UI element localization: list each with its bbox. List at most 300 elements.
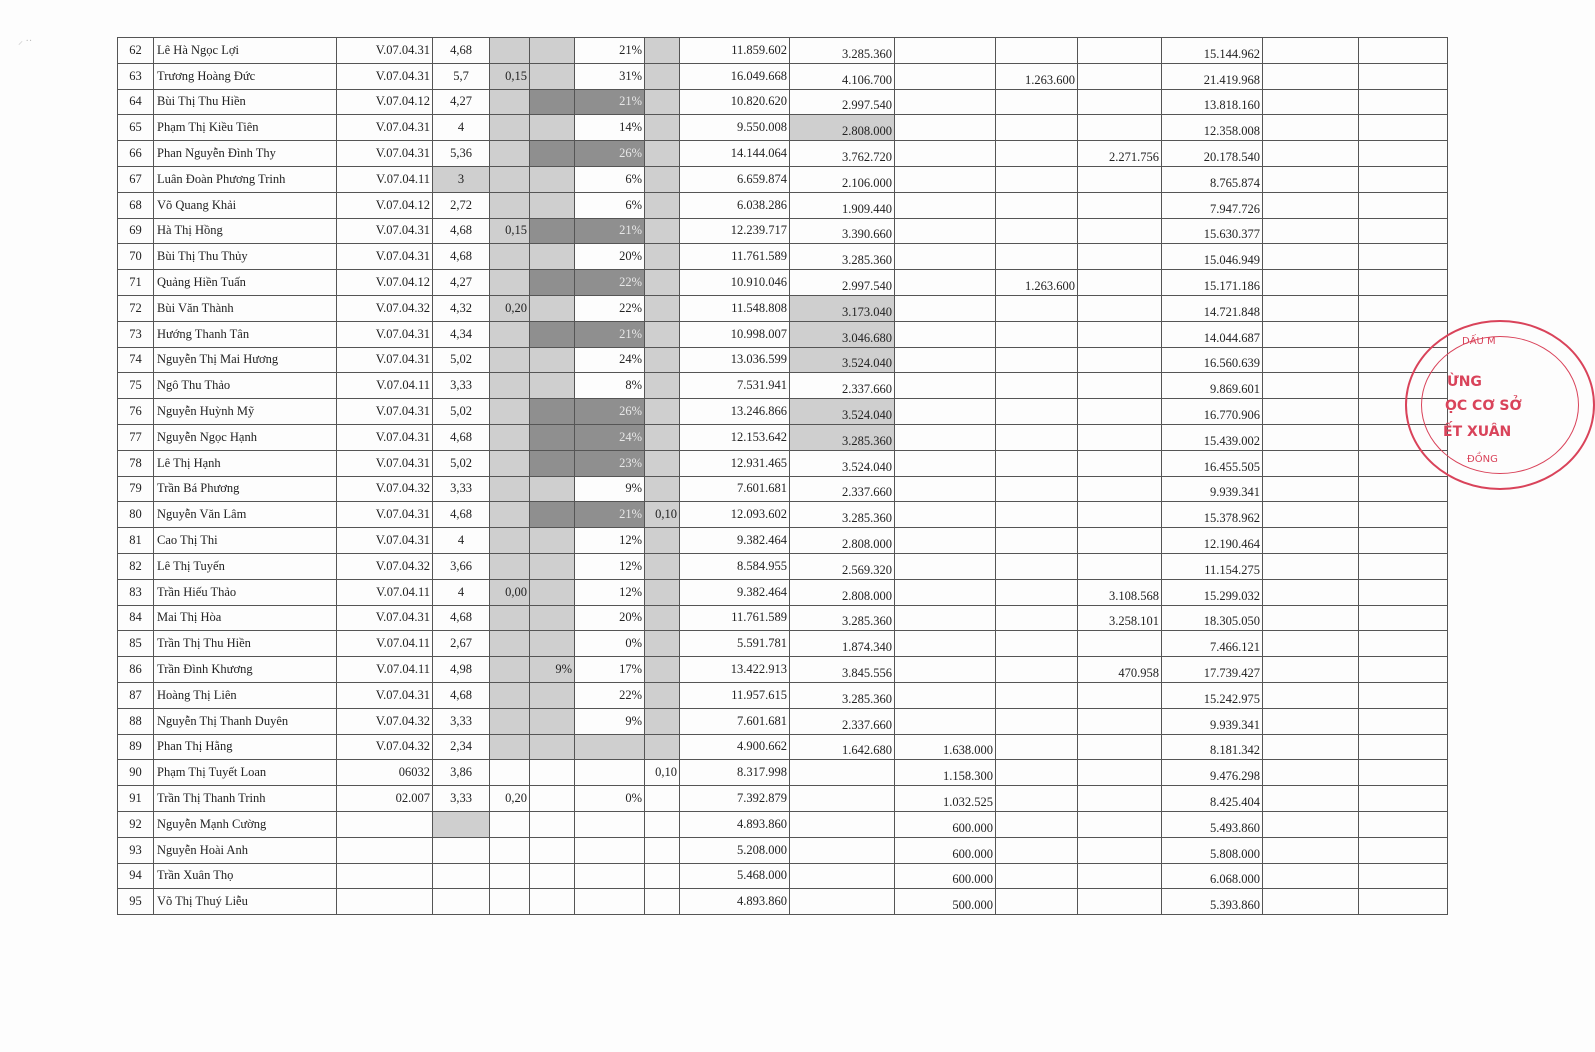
salary-coefficient-cell: 4,27 [433,89,490,115]
row-number-cell: 76 [118,399,154,425]
blank-cell [1263,373,1359,399]
responsibility-allowance-cell [996,889,1078,915]
total-amount-cell: 15.144.962 [1162,38,1263,64]
allowance-percent-cell [530,605,575,631]
salary-amount-cell: 9.382.464 [680,528,790,554]
table-row [118,244,1448,270]
allowance-percent-cell [530,373,575,399]
salary-coefficient-cell: 3 [433,166,490,192]
table-row [118,605,1448,631]
seniority-percent-cell: 24% [575,347,645,373]
allowance-amount-cell: 2.808.000 [790,579,895,605]
blank-cell [1359,63,1448,89]
row-number-cell: 94 [118,863,154,889]
table-row [118,424,1448,450]
responsibility-allowance-cell [996,166,1078,192]
table-row [118,38,1448,64]
employee-name-cell: Phạm Thị Kiều Tiên [154,115,337,141]
total-amount-cell: 7.466.121 [1162,631,1263,657]
additional-amount-cell [1078,476,1162,502]
blank-cell [1359,605,1448,631]
employee-name-cell: Nguyễn Văn Lâm [154,502,337,528]
blank-cell [1359,786,1448,812]
salary-coefficient-cell: 4,68 [433,682,490,708]
row-number-cell: 81 [118,528,154,554]
employee-name-cell: Hà Thị Hồng [154,218,337,244]
other-allowance-cell [895,605,996,631]
table-row [118,115,1448,141]
blank-cell [1263,811,1359,837]
other-allowance-cell [895,476,996,502]
seniority-percent-cell: 9% [575,476,645,502]
row-number-cell: 71 [118,270,154,296]
total-amount-cell: 5.808.000 [1162,837,1263,863]
blank-cell [1359,502,1448,528]
extra-coefficient-cell [645,657,680,683]
table-row [118,811,1448,837]
allowance-coefficient-cell [490,889,530,915]
employee-name-cell: Trương Hoàng Đức [154,63,337,89]
salary-coefficient-cell: 3,33 [433,373,490,399]
rank-code-cell: V.07.04.31 [337,347,433,373]
allowance-percent-cell [530,270,575,296]
extra-coefficient-cell [645,708,680,734]
salary-coefficient-cell: 5,02 [433,450,490,476]
total-amount-cell: 8.425.404 [1162,786,1263,812]
employee-name-cell: Trần Hiếu Thảo [154,579,337,605]
blank-cell [1359,734,1448,760]
additional-amount-cell [1078,270,1162,296]
responsibility-allowance-cell [996,528,1078,554]
salary-amount-cell: 9.382.464 [680,579,790,605]
total-amount-cell: 17.739.427 [1162,657,1263,683]
blank-cell [1359,115,1448,141]
row-number-cell: 65 [118,115,154,141]
blank-cell [1263,837,1359,863]
total-amount-cell: 8.181.342 [1162,734,1263,760]
salary-amount-cell: 8.317.998 [680,760,790,786]
row-number-cell: 78 [118,450,154,476]
salary-coefficient-cell: 5,7 [433,63,490,89]
allowance-percent-cell [530,631,575,657]
total-amount-cell: 21.419.968 [1162,63,1263,89]
total-amount-cell: 13.818.160 [1162,89,1263,115]
allowance-percent-cell [530,760,575,786]
total-amount-cell: 15.630.377 [1162,218,1263,244]
other-allowance-cell: 500.000 [895,889,996,915]
blank-cell [1359,141,1448,167]
allowance-coefficient-cell [490,450,530,476]
allowance-coefficient-cell [490,811,530,837]
allowance-amount-cell: 2.997.540 [790,270,895,296]
blank-cell [1263,399,1359,425]
blank-cell [1263,63,1359,89]
salary-coefficient-cell: 4 [433,115,490,141]
additional-amount-cell: 2.271.756 [1078,141,1162,167]
other-allowance-cell [895,115,996,141]
blank-cell [1359,760,1448,786]
additional-amount-cell [1078,373,1162,399]
extra-coefficient-cell [645,38,680,64]
table-row [118,141,1448,167]
salary-coefficient-cell: 5,02 [433,399,490,425]
allowance-amount-cell: 3.524.040 [790,347,895,373]
blank-cell [1359,811,1448,837]
extra-coefficient-cell [645,270,680,296]
table-row [118,553,1448,579]
seal-text-line: ỪNG [1447,374,1482,390]
extra-coefficient-cell [645,115,680,141]
salary-coefficient-cell: 4,68 [433,218,490,244]
blank-cell [1359,89,1448,115]
table-row [118,218,1448,244]
salary-amount-cell: 12.153.642 [680,424,790,450]
row-number-cell: 83 [118,579,154,605]
salary-amount-cell: 7.531.941 [680,373,790,399]
allowance-amount-cell [790,760,895,786]
rank-code-cell: V.07.04.11 [337,631,433,657]
employee-name-cell: Bùi Văn Thành [154,295,337,321]
responsibility-allowance-cell [996,786,1078,812]
blank-cell [1263,579,1359,605]
total-amount-cell: 5.493.860 [1162,811,1263,837]
blank-cell [1263,760,1359,786]
employee-name-cell: Nguyễn Huỳnh Mỹ [154,399,337,425]
total-amount-cell: 11.154.275 [1162,553,1263,579]
allowance-amount-cell: 2.997.540 [790,89,895,115]
additional-amount-cell [1078,811,1162,837]
seniority-percent-cell: 26% [575,399,645,425]
table-row [118,347,1448,373]
salary-amount-cell: 13.422.913 [680,657,790,683]
other-allowance-cell: 1.158.300 [895,760,996,786]
allowance-percent-cell [530,786,575,812]
table-row [118,863,1448,889]
row-number-cell: 68 [118,192,154,218]
blank-cell [1263,708,1359,734]
total-amount-cell: 15.242.975 [1162,682,1263,708]
additional-amount-cell [1078,450,1162,476]
other-allowance-cell: 600.000 [895,837,996,863]
employee-name-cell: Bùi Thị Thu Thủy [154,244,337,270]
additional-amount-cell: 3.108.568 [1078,579,1162,605]
additional-amount-cell [1078,863,1162,889]
allowance-amount-cell: 1.909.440 [790,192,895,218]
seniority-percent-cell: 6% [575,166,645,192]
seal-text-line: DẤU M [1462,336,1496,347]
row-number-cell: 69 [118,218,154,244]
blank-cell [1263,786,1359,812]
row-number-cell: 87 [118,682,154,708]
total-amount-cell: 15.171.186 [1162,270,1263,296]
salary-coefficient-cell: 2,67 [433,631,490,657]
other-allowance-cell [895,166,996,192]
employee-name-cell: Phan Nguyễn Đình Thy [154,141,337,167]
blank-cell [1359,244,1448,270]
allowance-amount-cell: 3.390.660 [790,218,895,244]
allowance-coefficient-cell [490,373,530,399]
rank-code-cell: V.07.04.12 [337,89,433,115]
salary-coefficient-cell: 4 [433,528,490,554]
other-allowance-cell [895,347,996,373]
total-amount-cell: 18.305.050 [1162,605,1263,631]
other-allowance-cell [895,553,996,579]
blank-cell [1359,528,1448,554]
allowance-percent-cell [530,115,575,141]
allowance-amount-cell: 2.808.000 [790,115,895,141]
seniority-percent-cell: 0% [575,786,645,812]
blank-cell [1263,424,1359,450]
salary-coefficient-cell: 3,86 [433,760,490,786]
table-row [118,708,1448,734]
blank-cell [1263,631,1359,657]
allowance-amount-cell: 3.285.360 [790,244,895,270]
rank-code-cell: 06032 [337,760,433,786]
row-number-cell: 64 [118,89,154,115]
rank-code-cell: V.07.04.31 [337,450,433,476]
seniority-percent-cell: 9% [575,708,645,734]
row-number-cell: 92 [118,811,154,837]
table-row [118,295,1448,321]
blank-cell [1263,295,1359,321]
responsibility-allowance-cell [996,89,1078,115]
extra-coefficient-cell [645,734,680,760]
total-amount-cell: 20.178.540 [1162,141,1263,167]
allowance-coefficient-cell [490,270,530,296]
additional-amount-cell [1078,63,1162,89]
employee-name-cell: Lê Hà Ngọc Lợi [154,38,337,64]
extra-coefficient-cell [645,373,680,399]
other-allowance-cell: 1.032.525 [895,786,996,812]
salary-table [117,37,1448,915]
allowance-percent-cell [530,295,575,321]
seniority-percent-cell [575,811,645,837]
additional-amount-cell [1078,192,1162,218]
employee-name-cell: Cao Thị Thi [154,528,337,554]
row-number-cell: 95 [118,889,154,915]
salary-amount-cell: 12.239.717 [680,218,790,244]
salary-amount-cell: 7.601.681 [680,476,790,502]
total-amount-cell: 12.190.464 [1162,528,1263,554]
allowance-coefficient-cell [490,863,530,889]
table-row [118,734,1448,760]
row-number-cell: 74 [118,347,154,373]
allowance-coefficient-cell [490,528,530,554]
salary-amount-cell: 16.049.668 [680,63,790,89]
other-allowance-cell [895,270,996,296]
salary-coefficient-cell: 5,36 [433,141,490,167]
rank-code-cell: V.07.04.31 [337,141,433,167]
additional-amount-cell [1078,528,1162,554]
salary-amount-cell: 14.144.064 [680,141,790,167]
rank-code-cell: V.07.04.11 [337,657,433,683]
salary-coefficient-cell: 4,98 [433,657,490,683]
seniority-percent-cell: 0% [575,631,645,657]
row-number-cell: 80 [118,502,154,528]
rank-code-cell: V.07.04.31 [337,399,433,425]
row-number-cell: 77 [118,424,154,450]
allowance-coefficient-cell [490,708,530,734]
seniority-percent-cell: 21% [575,89,645,115]
blank-cell [1263,89,1359,115]
allowance-percent-cell [530,837,575,863]
allowance-coefficient-cell [490,734,530,760]
table-row [118,321,1448,347]
employee-name-cell: Phan Thị Hằng [154,734,337,760]
allowance-coefficient-cell [490,166,530,192]
table-row [118,166,1448,192]
rank-code-cell: V.07.04.32 [337,295,433,321]
extra-coefficient-cell [645,837,680,863]
salary-amount-cell: 13.246.866 [680,399,790,425]
seniority-percent-cell: 21% [575,321,645,347]
total-amount-cell: 15.046.949 [1162,244,1263,270]
allowance-coefficient-cell: 0,15 [490,63,530,89]
allowance-coefficient-cell: 0,15 [490,218,530,244]
allowance-coefficient-cell [490,192,530,218]
blank-cell [1263,889,1359,915]
allowance-percent-cell [530,244,575,270]
responsibility-allowance-cell [996,631,1078,657]
employee-name-cell: Phạm Thị Tuyết Loan [154,760,337,786]
responsibility-allowance-cell [996,38,1078,64]
seniority-percent-cell: 22% [575,682,645,708]
additional-amount-cell [1078,760,1162,786]
salary-amount-cell: 11.761.589 [680,605,790,631]
extra-coefficient-cell [645,863,680,889]
salary-coefficient-cell: 4,68 [433,244,490,270]
rank-code-cell: V.07.04.11 [337,579,433,605]
blank-cell [1263,166,1359,192]
allowance-amount-cell: 4.106.700 [790,63,895,89]
table-row [118,657,1448,683]
allowance-amount-cell: 2.808.000 [790,528,895,554]
rank-code-cell: V.07.04.32 [337,553,433,579]
extra-coefficient-cell [645,63,680,89]
other-allowance-cell [895,244,996,270]
additional-amount-cell [1078,399,1162,425]
row-number-cell: 85 [118,631,154,657]
extra-coefficient-cell [645,192,680,218]
seal-text-line: ẾT XUÂN [1443,424,1512,440]
rank-code-cell: V.07.04.12 [337,270,433,296]
employee-name-cell: Nguyễn Ngọc Hạnh [154,424,337,450]
additional-amount-cell [1078,837,1162,863]
scan-mark: ⸝ ·· [18,36,33,47]
seniority-percent-cell: 20% [575,605,645,631]
other-allowance-cell [895,708,996,734]
employee-name-cell: Luân Đoàn Phương Trinh [154,166,337,192]
additional-amount-cell [1078,631,1162,657]
allowance-coefficient-cell: 0,20 [490,786,530,812]
salary-coefficient-cell: 4,32 [433,295,490,321]
allowance-amount-cell: 3.173.040 [790,295,895,321]
salary-coefficient-cell [433,837,490,863]
employee-name-cell: Nguyễn Mạnh Cường [154,811,337,837]
responsibility-allowance-cell [996,553,1078,579]
table-row [118,476,1448,502]
employee-name-cell: Trần Thị Thanh Trinh [154,786,337,812]
salary-coefficient-cell: 3,33 [433,786,490,812]
seniority-percent-cell: 21% [575,38,645,64]
blank-cell [1359,38,1448,64]
other-allowance-cell [895,295,996,321]
salary-amount-cell: 6.038.286 [680,192,790,218]
other-allowance-cell: 600.000 [895,863,996,889]
additional-amount-cell [1078,244,1162,270]
total-amount-cell: 9.869.601 [1162,373,1263,399]
blank-cell [1359,682,1448,708]
salary-coefficient-cell [433,863,490,889]
other-allowance-cell [895,321,996,347]
salary-coefficient-cell: 4,68 [433,502,490,528]
blank-cell [1263,450,1359,476]
allowance-coefficient-cell [490,682,530,708]
allowance-amount-cell: 3.762.720 [790,141,895,167]
allowance-percent-cell [530,528,575,554]
row-number-cell: 86 [118,657,154,683]
employee-name-cell: Trần Xuân Thọ [154,863,337,889]
rank-code-cell: V.07.04.32 [337,708,433,734]
seniority-percent-cell: 21% [575,502,645,528]
salary-amount-cell: 11.957.615 [680,682,790,708]
blank-cell [1263,192,1359,218]
allowance-coefficient-cell [490,657,530,683]
extra-coefficient-cell [645,295,680,321]
salary-coefficient-cell: 5,02 [433,347,490,373]
total-amount-cell: 9.939.341 [1162,476,1263,502]
responsibility-allowance-cell: 1.263.600 [996,270,1078,296]
seniority-percent-cell [575,889,645,915]
allowance-percent-cell [530,682,575,708]
rank-code-cell: V.07.04.31 [337,244,433,270]
responsibility-allowance-cell [996,141,1078,167]
extra-coefficient-cell [645,579,680,605]
extra-coefficient-cell [645,682,680,708]
table-row [118,889,1448,915]
allowance-coefficient-cell [490,244,530,270]
table-row [118,786,1448,812]
total-amount-cell: 12.358.008 [1162,115,1263,141]
rank-code-cell: V.07.04.31 [337,502,433,528]
seniority-percent-cell [575,760,645,786]
salary-amount-cell: 7.601.681 [680,708,790,734]
allowance-percent-cell [530,424,575,450]
extra-coefficient-cell [645,889,680,915]
responsibility-allowance-cell [996,424,1078,450]
additional-amount-cell [1078,424,1162,450]
row-number-cell: 72 [118,295,154,321]
employee-name-cell: Trần Bá Phương [154,476,337,502]
other-allowance-cell [895,399,996,425]
rank-code-cell: V.07.04.31 [337,682,433,708]
employee-name-cell: Trần Đình Khương [154,657,337,683]
allowance-percent-cell [530,553,575,579]
blank-cell [1359,863,1448,889]
rank-code-cell: V.07.04.31 [337,38,433,64]
total-amount-cell: 15.378.962 [1162,502,1263,528]
allowance-amount-cell: 3.285.360 [790,38,895,64]
table-row [118,579,1448,605]
allowance-coefficient-cell [490,347,530,373]
extra-coefficient-cell [645,631,680,657]
blank-cell [1263,115,1359,141]
blank-cell [1359,270,1448,296]
additional-amount-cell [1078,321,1162,347]
seal-text-line: ĐỒNG [1467,454,1498,465]
table-body [118,38,1448,915]
blank-cell [1263,502,1359,528]
